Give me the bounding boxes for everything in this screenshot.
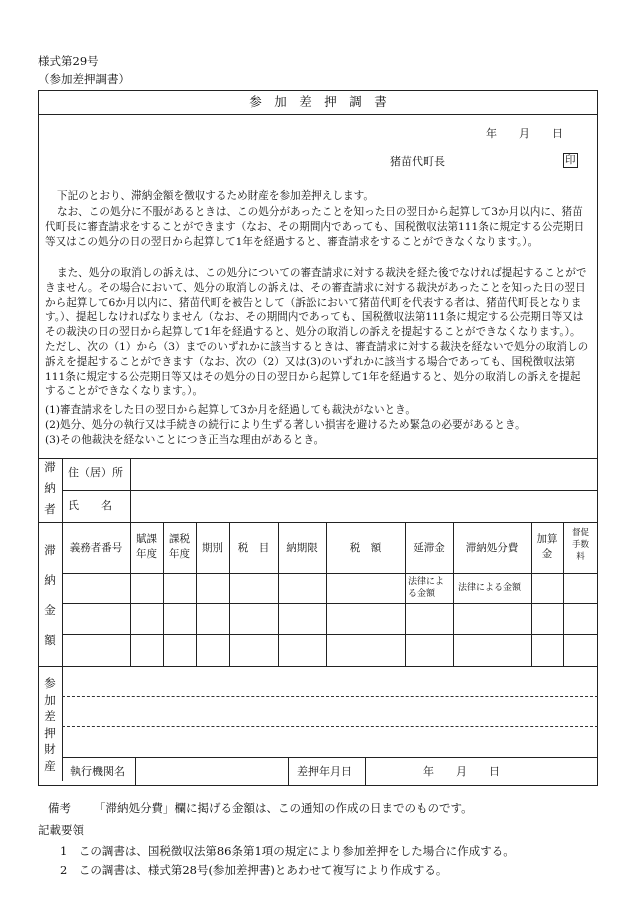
delinquent-label: 滞 納 者	[44, 460, 56, 516]
col-tax-amount: 税 額	[349, 542, 382, 554]
col-due-date: 納期限	[286, 542, 318, 554]
condition-3: (3)その他裁決を経ないことにつき正当な理由があるとき。	[45, 434, 325, 446]
date-line: 年 月 日	[486, 127, 563, 140]
address-label: 住（居）所	[68, 466, 123, 479]
name-label: 氏 名	[68, 499, 112, 512]
seizure-date-value: 年 月 日	[423, 765, 500, 778]
seizure-date-label: 差押年月日	[297, 765, 352, 778]
col-period: 期別	[202, 542, 223, 554]
late-fee-by-law: 法律によ る金額	[408, 577, 445, 599]
amount-label: 滞 納 金 額	[44, 543, 56, 647]
seal-box	[563, 153, 578, 168]
condition-2: (2)処分、処分の執行又は手続きの続行により生ずる著しい損害を避けるため緊急の必要があるとき。	[45, 419, 526, 431]
col-reminder-fee: 督促 手数 料	[571, 528, 589, 562]
document-title: 参 加 差 押 調 書	[249, 94, 387, 109]
para-appeal: なお、この処分に不服があるときは、この処分があったことを知った日の翌日から起算して3か月以内に、猪苗代町長に審査請求をすることができます（なお、その期間内であっても、国税徴収法第111条に規定する公売期日等又はこの処分の日の翌日から起算して1年を経過すると、審査請求をすることができなくなります。）。	[45, 206, 585, 248]
processing-fee-by-law: 法律による金額	[458, 583, 522, 593]
col-fiscal-year: 賦課 年度	[136, 533, 157, 560]
instructions-title: 記載要領	[38, 823, 84, 837]
instruction-1: 1 この調書は、国税徴収法第86条第1項の規定により参加差押をした場合に作成する。	[60, 844, 515, 858]
property-label: 参 加 差 押 財 産	[44, 676, 56, 773]
col-late-fee: 延滞金	[413, 542, 445, 554]
property-field[interactable]	[63, 667, 597, 757]
condition-1: (1)審査請求をした日の翌日から起算して3か月を経過しても裁決がないとき。	[45, 404, 416, 416]
instruction-2: 2 この調書は、様式第28号(参加差押書)とあわせて複写により作成する。	[60, 863, 448, 877]
remark-text: 「滞納処分費」欄に掲げる金額は、この通知の作成の日までのものです。	[94, 801, 473, 815]
col-additional: 加算 金	[536, 533, 558, 560]
intro-text: 下記のとおり、滞納金額を徴収するため財産を参加差押えします。	[57, 190, 374, 202]
para-lawsuit: また、処分の取消しの訴えは、この処分についての審査請求に対する裁決を経た後でなければ提起することができません。その場合において、処分の取消しの訴えは、その審査請求に対する裁決があったことを知った日の翌日から起算して6か月以内に、猪苗代町を被告として（訴訟において猪苗代町を代表する者は、猪苗代町長となります。）、提起しなければなりません（なお、その期間内であっても、国税徴収法第111条に規定する公売期日等又はその裁決の日の翌日から起算して1年を経過すると、処分の取消しの訴えを提起することができなくなります。）。ただし、次の（1）から（3）までのいずれかに該当するときは、審査請求に対する裁決を経ないで処分の取消しの訴えを提起することができます（なお、次の（2）又は(3)のいずれかに該当する場合であっても、国税徴収法第111条に規定する公売期日等又はその処分の日の翌日から起算して1年を経過すると、処分の取消しの訴えを提起することができなくなります。）。	[45, 267, 589, 398]
col-tax-item: 税 目	[237, 542, 270, 554]
col-taxpayer-no: 義務者番号	[69, 542, 123, 554]
form-subtitle: （参加差押調書）	[38, 72, 130, 86]
addressee: 猪苗代町長	[390, 155, 445, 168]
form-number: 様式第29号	[38, 54, 99, 68]
name-field[interactable]	[131, 491, 597, 522]
seal-mark: 印	[565, 154, 576, 166]
agency-field[interactable]	[136, 758, 287, 785]
agency-label: 執行機関名	[70, 765, 125, 778]
col-tax-year: 課税 年度	[169, 533, 190, 560]
col-processing-fee: 滞納処分費	[465, 542, 519, 554]
remark-label: 備考	[48, 801, 71, 815]
address-field[interactable]	[131, 459, 597, 490]
